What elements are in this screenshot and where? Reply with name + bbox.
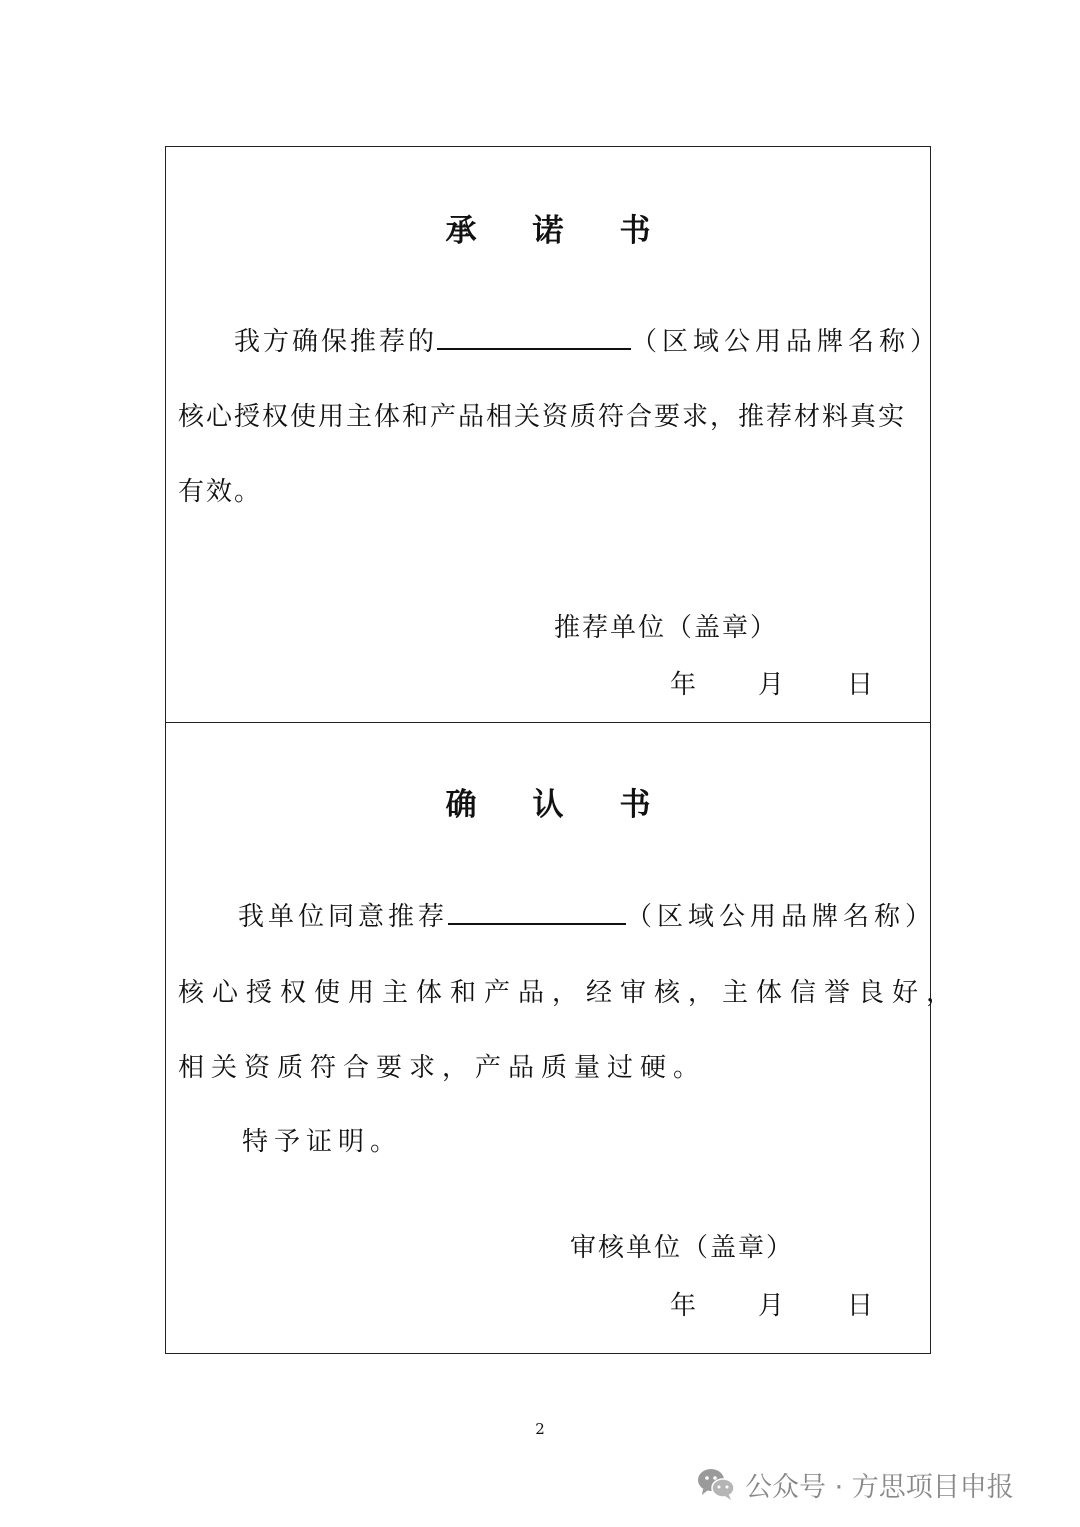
confirmation-section xyxy=(166,723,961,1353)
commitment-line-2: 核心授权使用主体和产品相关资质符合要求，推荐材料真实 xyxy=(178,402,907,432)
commitment-line-1-pre: 我方确保推荐的 xyxy=(234,327,438,357)
form-table xyxy=(165,146,961,1354)
date-day: 日 xyxy=(847,1291,874,1321)
brand-name-blank xyxy=(448,901,626,925)
commitment-title-char: 书 xyxy=(619,213,651,249)
brand-name-blank xyxy=(437,326,631,350)
confirmation-line-3: 相关资质符合要求，产品质量过硬。 xyxy=(178,1053,707,1083)
confirmation-title-char: 认 xyxy=(532,787,564,823)
commitment-section xyxy=(166,147,942,723)
date-day: 日 xyxy=(847,670,874,700)
recommending-unit-seal: 推荐单位（盖章） xyxy=(554,613,779,643)
commitment-line-1 xyxy=(234,325,941,359)
confirmation-line-1-pre: 我单位同意推荐 xyxy=(238,902,449,932)
watermark-text: 公众号 · 方思项目申报 xyxy=(745,1471,1014,1503)
confirmation-line-4: 特予证明。 xyxy=(242,1127,403,1157)
confirmation-line-1-post: （区域公用品牌名称） xyxy=(626,902,937,932)
confirmation-line-2: 核心授权使用主体和产品，经审核，主体信誉良好， xyxy=(178,978,961,1008)
date-year: 年 xyxy=(670,670,697,700)
reviewing-unit-seal: 审核单位（盖章） xyxy=(570,1233,795,1263)
date-year: 年 xyxy=(670,1291,697,1321)
commitment-line-1-post: （区域公用品牌名称） xyxy=(631,327,942,357)
confirmation-title xyxy=(166,779,930,824)
commitment-title-char: 承 xyxy=(445,213,477,249)
confirmation-title-char: 书 xyxy=(619,787,651,823)
commitment-title-char: 诺 xyxy=(532,213,564,249)
confirmation-title-char: 确 xyxy=(445,787,477,823)
watermark xyxy=(697,1462,1014,1506)
commitment-title xyxy=(166,205,930,250)
confirmation-line-1 xyxy=(238,900,936,934)
page-number: 2 xyxy=(535,1420,545,1438)
wechat-icon xyxy=(697,1467,735,1501)
commitment-line-3: 有效。 xyxy=(178,477,263,507)
date-month: 月 xyxy=(758,670,785,700)
date-month: 月 xyxy=(758,1291,785,1321)
